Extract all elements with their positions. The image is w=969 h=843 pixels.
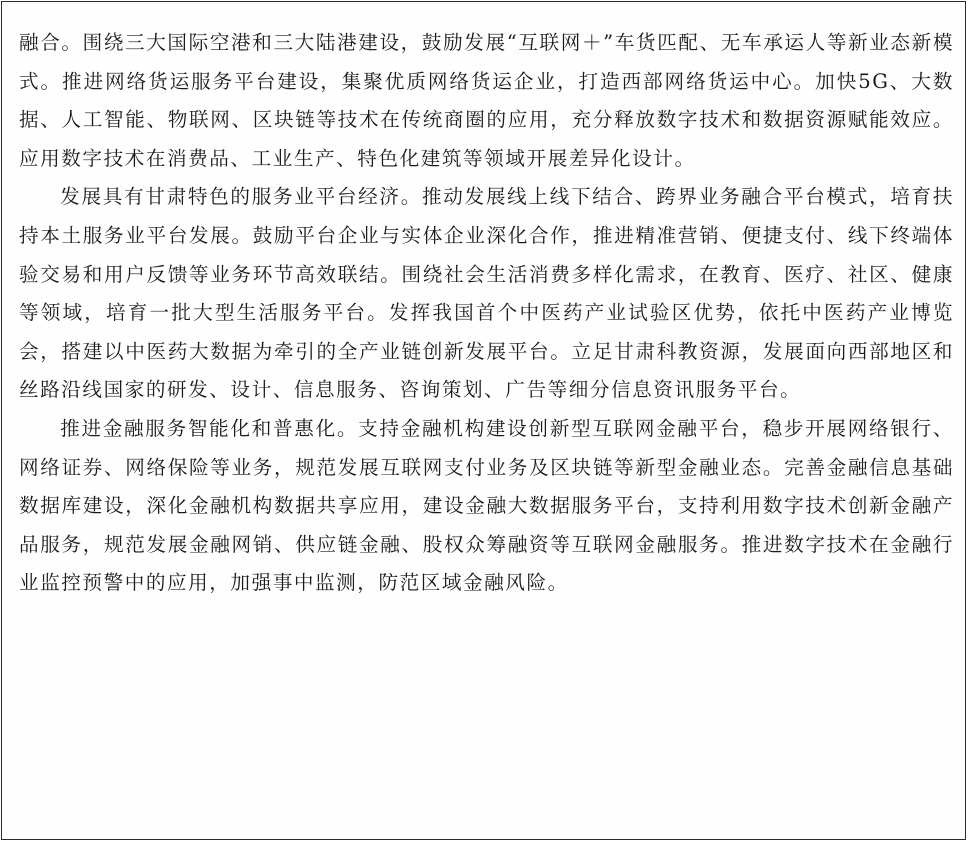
document-body — [19, 24, 954, 603]
paragraph-financial-services: 推进金融服务智能化和普惠化。支持金融机构建设创新型互联网金融平台，稳步开展网络银行、网络证券、网络保险等业务，规范发展互联网支付业务及区块链等新型金融业态。完善金融信息基础数据库建设，深化金融机构数据共享应用，建设金融大数据服务平台，支持利用数字技术创新金融产品服务，规范发展金融网销、供应链金融、股权众筹融资等互联网金融服务。推进数字技术在金融行业监控预警中的应用，加强事中监测，防范区域金融风险。 — [19, 416, 954, 595]
paragraph-logistics-platform: 融合。围绕三大国际空港和三大陆港建设，鼓励发展“互联网＋”车货匹配、无车承运人等新业态新模式。推进网络货运服务平台建设，集聚优质网络货运企业，打造西部网络货运中心。加快5G、大数据、人工智能、物联网、区块链等技术在传统商圈的应用，充分释放数字技术和数据资源赋能效应。应用数字技术在消费品、工业生产、特色化建筑等领域开展差异化设计。 — [19, 31, 954, 170]
page-frame — [1, 1, 966, 840]
paragraph-service-platform-economy: 发展具有甘肃特色的服务业平台经济。推动发展线上线下结合、跨界业务融合平台模式，培育扶持本土服务业平台发展。鼓励平台企业与实体企业深化合作，推进精准营销、便捷支付、线下终端体验交易和用户反馈等业务环节高效联结。围绕社会生活消费多样化需求，在教育、医疗、社区、健康等领域，培育一批大型生活服务平台。发挥我国首个中医药产业试验区优势，依托中医药产业博览会，搭建以中医药大数据为牵引的全产业链创新发展平台。立足甘肃科教资源，发展面向西部地区和丝路沿线国家的研发、设计、信息服务、咨询策划、广告等细分信息资讯服务平台。 — [19, 185, 954, 402]
